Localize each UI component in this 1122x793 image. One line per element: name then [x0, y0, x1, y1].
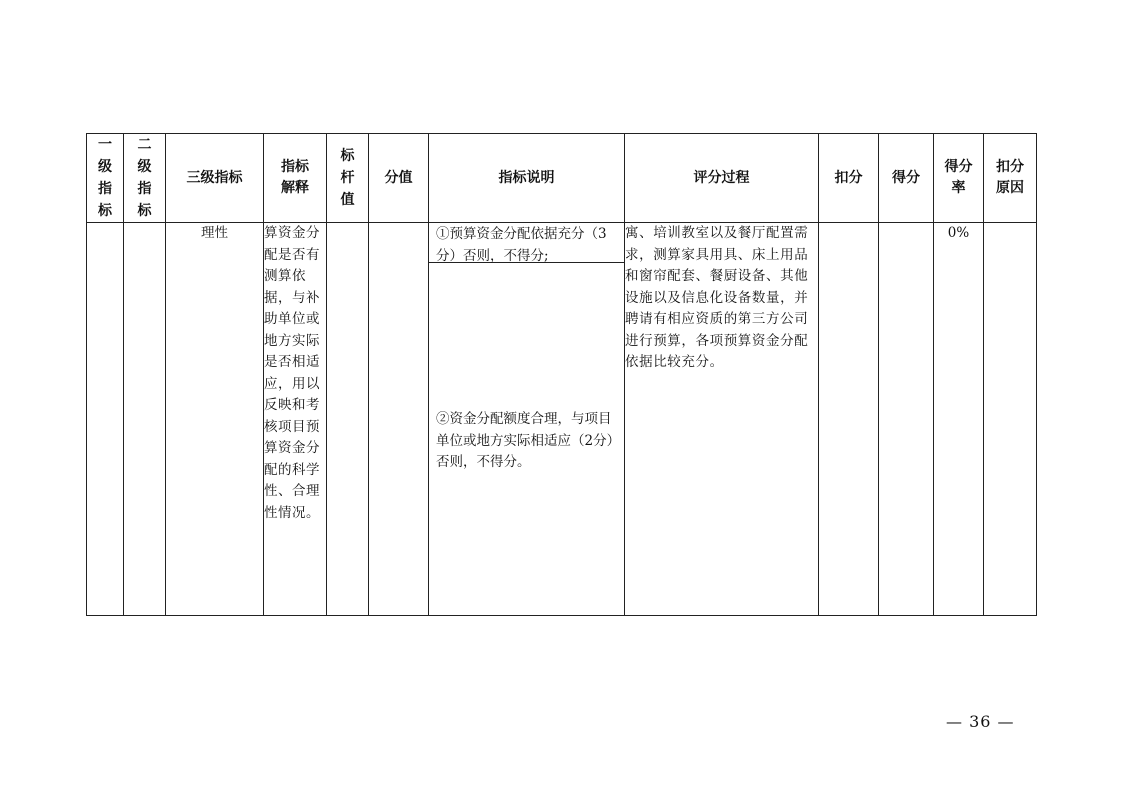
- cell-description: [429, 223, 625, 616]
- table-row: [87, 223, 1037, 616]
- header-score-value: 分值: [369, 134, 429, 223]
- header-scoring-process: 评分过程: [625, 134, 819, 223]
- header-benchmark: 标杆值: [327, 134, 369, 223]
- header-description: 指标说明: [429, 134, 625, 223]
- header-level1: 一级指标: [87, 134, 124, 223]
- header-row: [87, 134, 1037, 223]
- cell-score-value: [369, 223, 429, 616]
- cell-scoring-process: 寓、培训教室以及餐厅配置需求，测算家具用具、床上用品和窗帘配套、餐厨设备、其他设施以及信息化设备数量，并聘请有相应资质的第三方公司进行预算，各项预算资金分配依据比较充分。: [625, 223, 819, 616]
- description-item-1: ①预算资金分配依据充分（3分）否则，不得分;: [429, 223, 624, 263]
- cell-deduction-reason: [984, 223, 1037, 616]
- header-explanation: 指标解释: [264, 134, 327, 223]
- page-number: — 36 —: [946, 712, 1015, 731]
- header-deduction: 扣分: [819, 134, 879, 223]
- description-item-2: ②资金分配额度合理，与项目单位或地方实际相适应（2分）否则，不得分。: [436, 411, 614, 470]
- header-deduction-reason: 扣分原因: [984, 134, 1037, 223]
- cell-explanation: 算资金分配是否有测算依据，与补助单位或地方实际是否相适应，用以反映和考核项目预算资金分配的科学性、合理性情况。: [264, 223, 327, 616]
- cell-score-rate: 0%: [934, 223, 984, 616]
- header-level2: 二级指标: [124, 134, 166, 223]
- cell-score: [879, 223, 934, 616]
- cell-level3: 理性: [166, 223, 264, 616]
- header-score-rate: 得分率: [934, 134, 984, 223]
- header-score: 得分: [879, 134, 934, 223]
- cell-benchmark: [327, 223, 369, 616]
- evaluation-table: [86, 133, 1037, 616]
- cell-deduction: [819, 223, 879, 616]
- cell-level2: [124, 223, 166, 616]
- header-level3: 三级指标: [166, 134, 264, 223]
- cell-level1: [87, 223, 124, 616]
